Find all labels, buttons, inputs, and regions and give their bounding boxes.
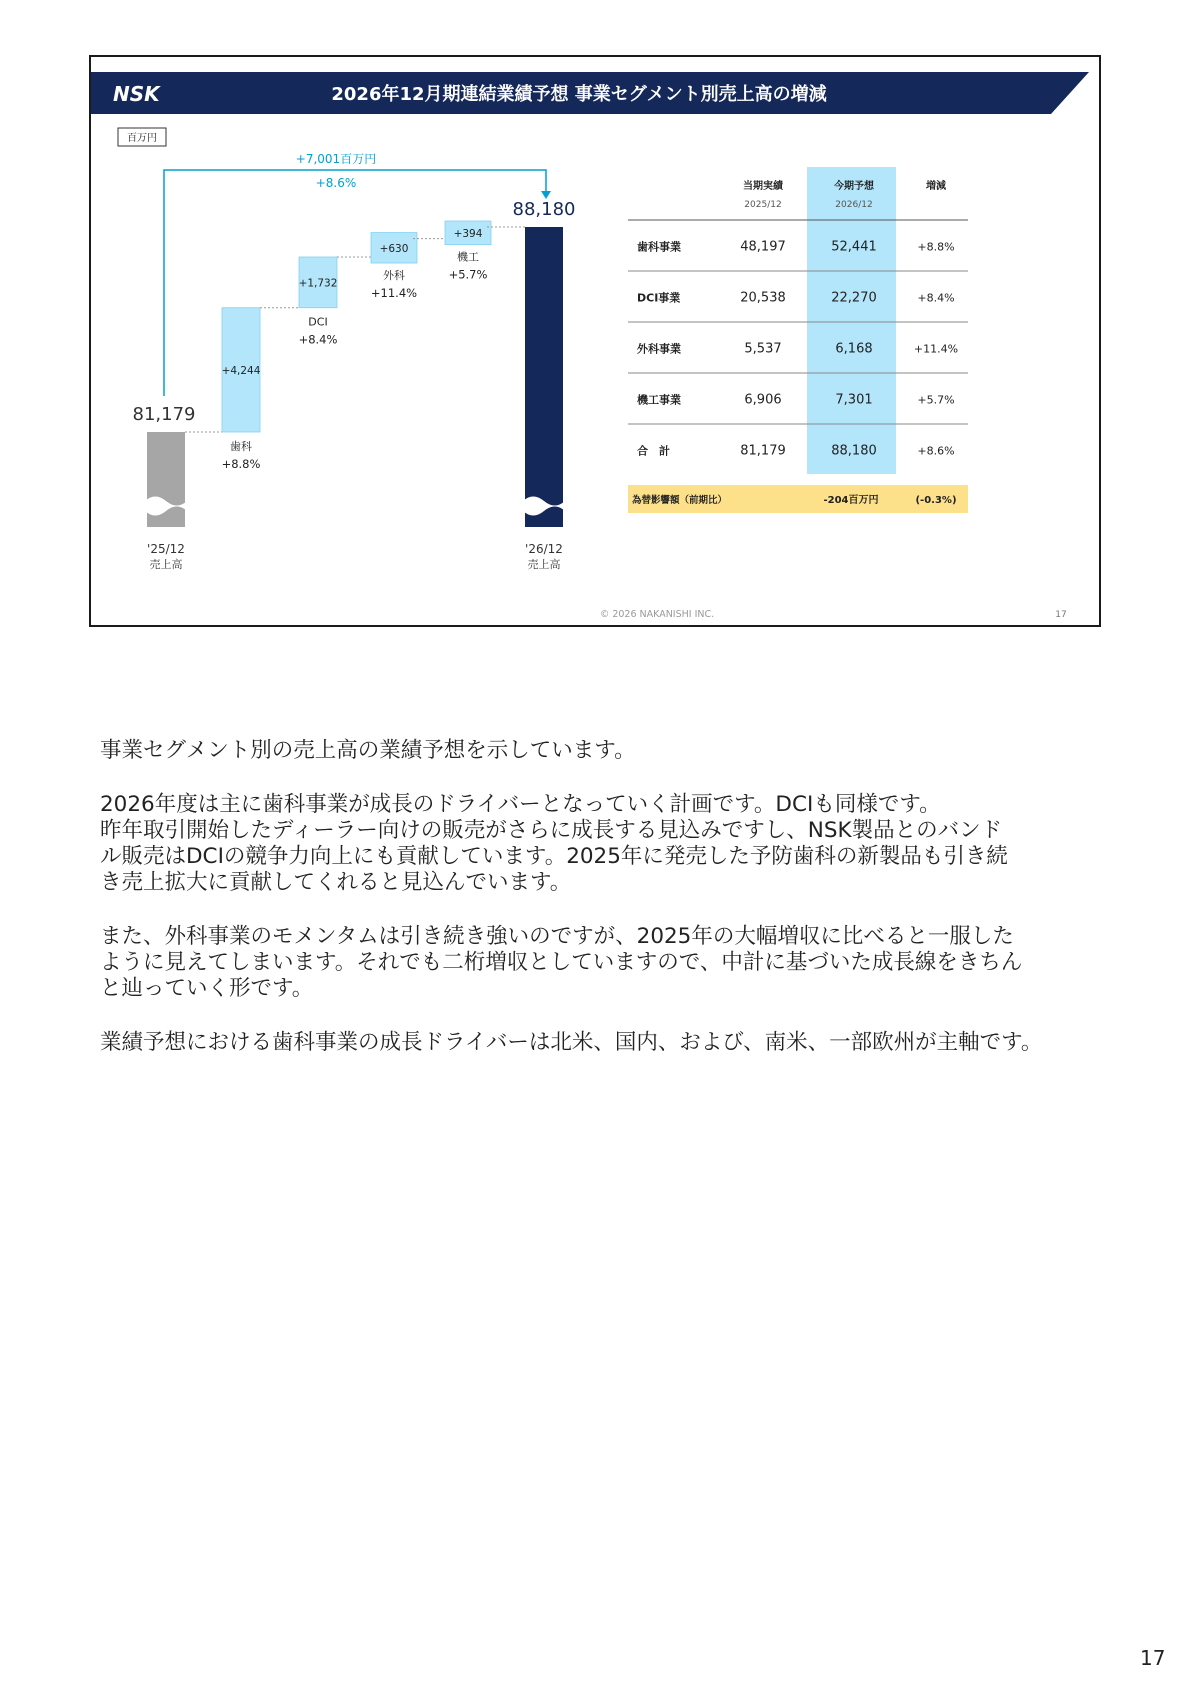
table-header-sub: 2026/12 xyxy=(835,200,873,210)
step-pct-label: +8.8% xyxy=(221,457,261,471)
change-value: +8.6% xyxy=(917,444,955,458)
start-category-label: '25/12 xyxy=(147,542,185,556)
step-name-label: 外科 xyxy=(383,269,405,283)
page-number: 17 xyxy=(1140,1646,1166,1670)
table-header: 今期予想 xyxy=(834,181,874,192)
waterfall-chart xyxy=(133,152,576,571)
forecast-value: 88,180 xyxy=(831,443,877,459)
slide-title: 2026年12月期連結業績予想 事業セグメント別売上高の増減 xyxy=(331,84,827,105)
forecast-value: 6,168 xyxy=(835,341,873,357)
slide xyxy=(89,55,1101,627)
notes-paragraph: 事業セグメント別の売上高の業績予想を示しています。 xyxy=(100,738,636,763)
change-value: +11.4% xyxy=(913,342,959,356)
step-name-label: 歯科 xyxy=(230,440,252,453)
end-category-sublabel: 売上高 xyxy=(527,558,561,571)
step-name-label: DCI xyxy=(308,315,328,329)
speaker-notes xyxy=(100,738,1110,1084)
notes-paragraph: 2026年度は主に歯科事業が成長のドライバーとなっていく計画です。DCIも同様です。 昨年取引開始したディーラー向けの販売がさらに成長する見込みですし、NSK製品とのバンド ル販売はDCIの競争力向上にも貢献しています。2025年に発売した予防歯科の新製品も引き続 き売上拡大に貢献してくれると見込んでいます。 xyxy=(100,792,1008,895)
actual-value: 48,197 xyxy=(740,239,786,255)
notes-paragraph: また、外科事業のモメンタムは引き続き強いのですが、2025年の大幅増収に比べると一服した ように見えてしまいます。それでも二桁増収としていますので、中計に基づいた成長線をきちん と辿っていく形です。 xyxy=(100,924,1023,1001)
step-delta-label: +630 xyxy=(379,242,409,255)
slide-number: 17 xyxy=(1055,610,1067,620)
notes-paragraph: 業績予想における歯科事業の成長ドライバーは北米、国内、および、南米、一部欧州が主軸です。 xyxy=(100,1030,1043,1055)
segment-name: 歯科事業 xyxy=(637,240,681,254)
total-change-label: +7,001百万円 xyxy=(295,152,377,166)
change-value: +8.4% xyxy=(917,291,955,305)
fx-pct: (-0.3%) xyxy=(915,495,957,506)
step-delta-label: +1,732 xyxy=(298,277,338,290)
bracket-arrowhead xyxy=(541,191,551,199)
total-change-bracket xyxy=(164,170,546,396)
slide-canvas xyxy=(91,57,1101,627)
forecast-column-highlight xyxy=(807,167,896,474)
forecast-value: 22,270 xyxy=(831,290,877,306)
segment-name: DCI事業 xyxy=(637,291,681,305)
step-pct-label: +5.7% xyxy=(448,267,488,282)
table-header-sub: 2025/12 xyxy=(744,200,782,210)
step-delta-label: +394 xyxy=(453,227,483,240)
step-pct-label: +11.4% xyxy=(370,286,418,301)
segment-name: 外科事業 xyxy=(637,342,681,356)
copyright-footer: © 2026 NAKANISHI INC. xyxy=(599,609,715,620)
unit-label: 百万円 xyxy=(127,133,157,144)
table-header: 当期実績 xyxy=(743,181,783,192)
actual-value: 5,537 xyxy=(744,341,782,357)
segment-name: 合 計 xyxy=(637,444,670,458)
actual-value: 81,179 xyxy=(740,443,786,459)
nsk-logo: NSK xyxy=(113,82,160,106)
actual-value: 20,538 xyxy=(740,290,786,306)
fx-label: 為替影響額（前期比） xyxy=(632,495,728,506)
end-bar xyxy=(525,227,563,527)
actual-value: 6,906 xyxy=(744,392,782,408)
change-value: +8.8% xyxy=(917,240,955,254)
forecast-value: 52,441 xyxy=(831,239,877,255)
step-name-label: 機工 xyxy=(457,250,479,264)
end-value-label: 88,180 xyxy=(512,199,576,220)
table-header: 増減 xyxy=(926,181,946,192)
total-change-pct-label: +8.6% xyxy=(315,176,357,190)
segment-table xyxy=(628,167,968,513)
change-value: +5.7% xyxy=(917,393,955,407)
step-delta-label: +4,244 xyxy=(221,364,261,377)
fx-value: -204百万円 xyxy=(823,495,879,506)
segment-name: 機工事業 xyxy=(637,393,681,407)
start-category-sublabel: 売上高 xyxy=(149,558,183,571)
forecast-value: 7,301 xyxy=(835,392,873,408)
start-value-label: 81,179 xyxy=(132,404,196,425)
end-category-label: '26/12 xyxy=(525,542,563,556)
step-pct-label: +8.4% xyxy=(298,332,338,347)
